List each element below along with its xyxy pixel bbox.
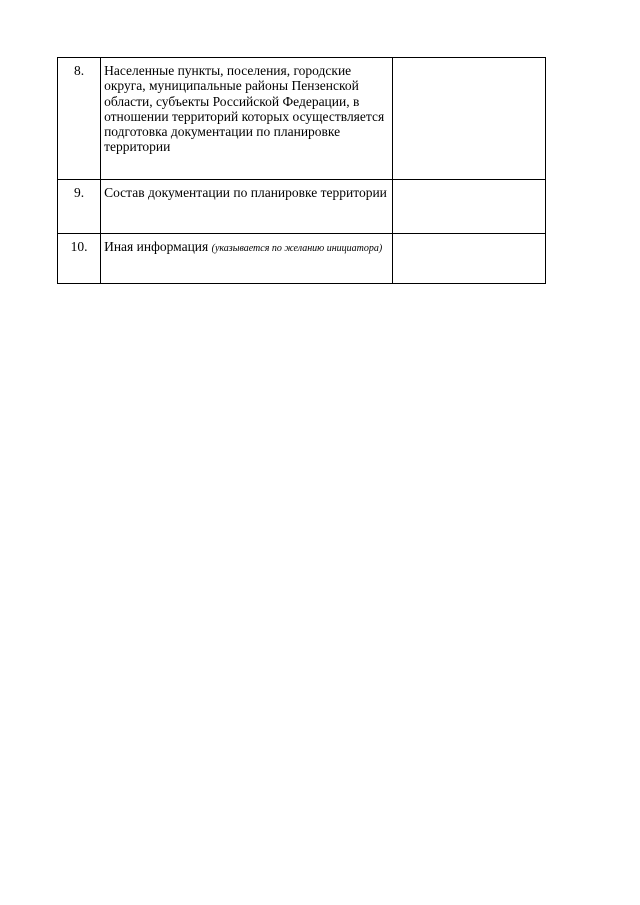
row-description: Иная информация [104, 239, 209, 254]
row-value-cell [392, 180, 545, 234]
table-row [58, 58, 546, 180]
table-row [58, 234, 546, 284]
row-description-cell [101, 234, 393, 284]
table-row [58, 180, 546, 234]
row-description: Состав документации по планировке территории [101, 180, 393, 234]
row-number: 9. [58, 180, 101, 234]
row-description: Населенные пункты, поселения, городские округа, муниципальные районы Пензенской области, субъекты Российской Федерации, в отношении территорий которых осуществляется подготовка документации по планировке территории [101, 58, 393, 180]
row-value-cell [392, 234, 545, 284]
row-number: 8. [58, 58, 101, 180]
row-value-cell [392, 58, 545, 180]
row-number: 10. [58, 234, 101, 284]
info-table [57, 57, 546, 284]
row-note: (указывается по желанию инициатора) [211, 243, 383, 254]
